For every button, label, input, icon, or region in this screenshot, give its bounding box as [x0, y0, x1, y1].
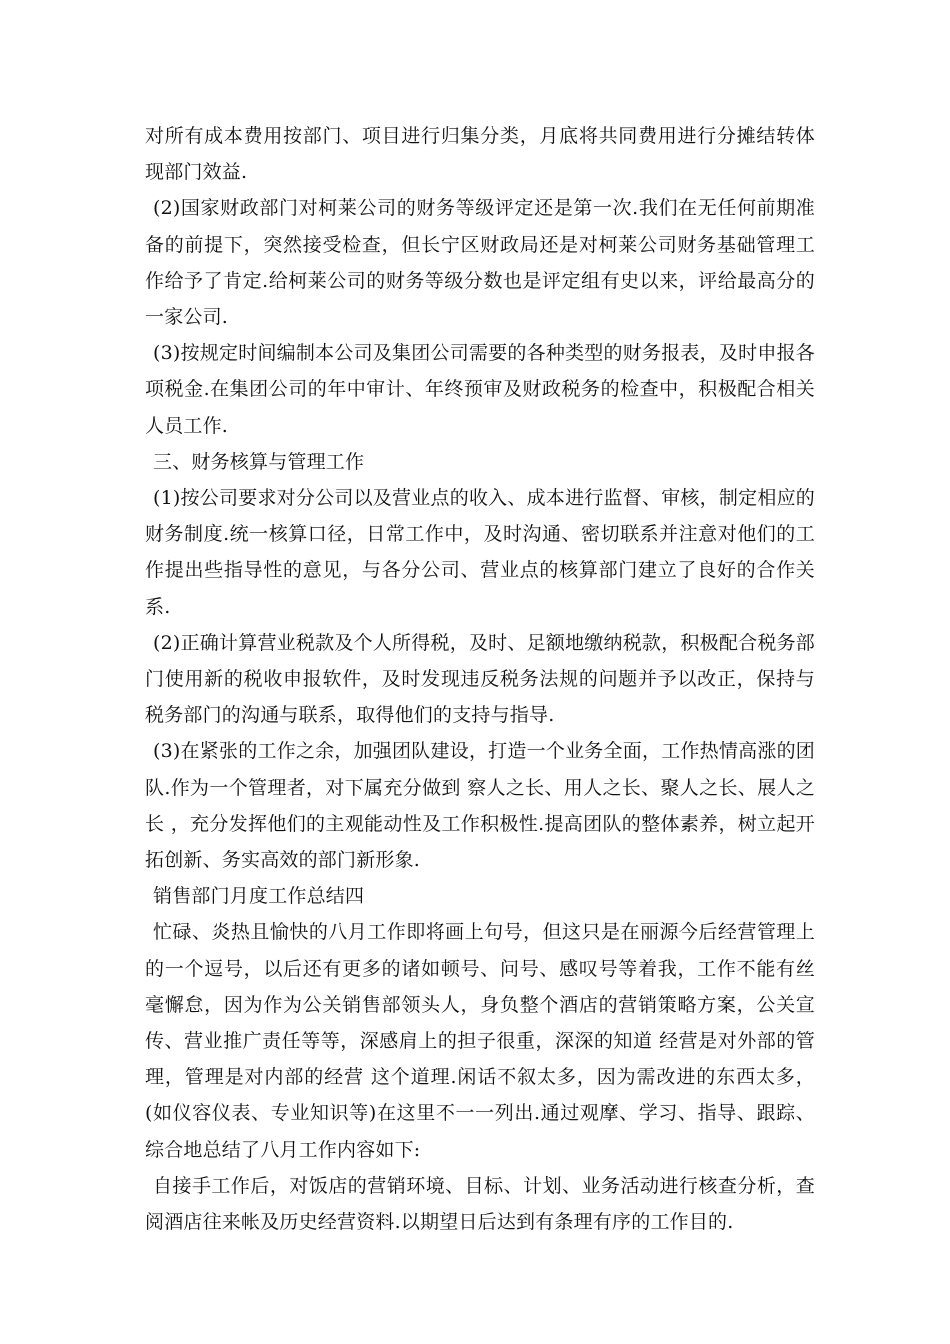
paragraph-item-1-supervision: (1)按公司要求对分公司以及营业点的收入、成本进行监督、审核，制定相应的财务制度.统一核算口径，日常工作中，及时沟通、密切联系并注意对他们的工作提出些指导性的意见，与各分公司、营业点的核算部门建立了良好的合作关系. — [145, 487, 815, 618]
section-heading-sales-summary: 销售部门月度工作总结四 — [153, 885, 365, 908]
section-heading-accounting: 三、财务核算与管理工作 — [153, 450, 365, 473]
paragraph-august-intro: 忙碌、炎热且愉快的八月工作即将画上句号，但这只是在丽源今后经营管理上的一个逗号，以后还有更多的诸如顿号、问号、感叹号等着我，工作不能有丝毫懈怠，因为作为公关销售部领头人，身负整个酒店的营销策略方案，公关宣传、营业推广责任等等，深感肩上的担子很重，深深的知道 经营是对外部的管理，管理是对内部的经营 这个道理.闲话不叙太多，因为需改进的东西太多，(如仪容仪表、专业知识等)在这里不一一列出.通过观摩、学习、指导、跟踪、综合地总结了八月工作内容如下: — [145, 921, 815, 1161]
paragraph-item-2-tax: (2)正确计算营业税款及个人所得税，及时、足额地缴纳税款，积极配合税务部门使用新的税收申报软件，及时发现违反税务法规的问题并予以改正，保持与税务部门的沟通与联系，取得他们的支持与指导. — [145, 631, 815, 727]
document-body — [145, 118, 815, 1240]
paragraph-analysis: 自接手工作后，对饭店的营销环境、目标、计划、业务活动进行核查分析，查阅酒店往来帐及历史经营资料.以期望日后达到有条理有序的工作目的. — [145, 1174, 815, 1234]
paragraph-item-3-reports: (3)按规定时间编制本公司及集团公司需要的各种类型的财务报表，及时申报各项税金.在集团公司的年中审计、年终预审及财政税务的检查中，积极配合相关人员工作. — [145, 342, 815, 437]
paragraph-item-2-rating: (2)国家财政部门对柯莱公司的财务等级评定还是第一次.我们在无任何前期准备的前提下，突然接受检查，但长宁区财政局还是对柯莱公司财务基础管理工作给予了肯定.给柯莱公司的财务等级分数也是评定组有史以来，评给最高分的一家公司. — [145, 197, 815, 329]
paragraph-item-3-team: (3)在紧张的工作之余，加强团队建设，打造一个业务全面，工作热情高涨的团队.作为一个管理者，对下属充分做到 察人之长、用人之长、聚人之长、展人之长 ，充分发挥他们的主观能动性及工作积极性.提高团队的整体素养，树立起开拓创新、务实高效的部门新形象. — [145, 740, 815, 872]
paragraph-continuation: 对所有成本费用按部门、项目进行归集分类，月底将共同费用进行分摊结转体现部门效益. — [145, 125, 815, 184]
